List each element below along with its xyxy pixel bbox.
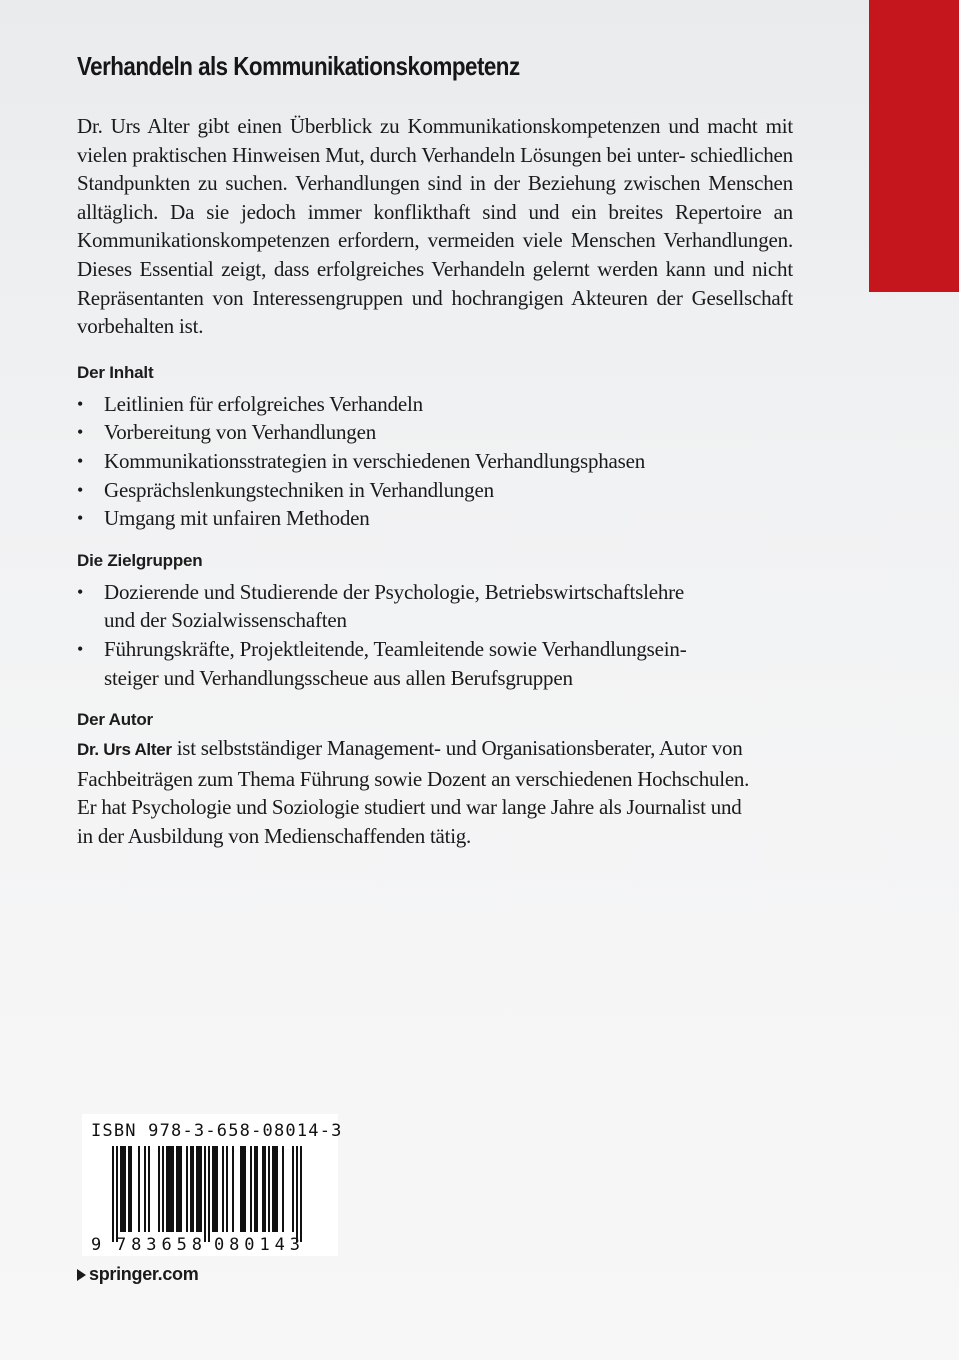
list-item: • Leitlinien für erfolgreiches Verhandeln (77, 390, 793, 419)
barcode-bar (186, 1146, 188, 1232)
bullet-icon: • (77, 479, 84, 500)
isbn-barcode (82, 1114, 343, 1256)
bullet-icon: • (77, 422, 84, 443)
intro-line: breites Repertoire an Kommunikationskompetenzen erfordern, vermeiden viele (77, 199, 793, 253)
author-bio (77, 734, 793, 850)
bullet-icon: • (77, 638, 84, 659)
author-bio-line: in der Ausbildung von Medienschaffenden tätig. (77, 823, 472, 848)
barcode-bar (116, 1146, 118, 1242)
intro-line: schiedlichen Standpunkten zu suchen. Verhandlungen sind in der Beziehung (77, 142, 793, 196)
barcode-bar (138, 1146, 140, 1232)
barcode-right-digits: 080143 (214, 1235, 300, 1255)
barcode-bar (268, 1146, 270, 1232)
list-item: • Dozierende und Studierende der Psychologie, Betriebswirtschaftslehre und der Sozialwissenschaften (77, 579, 685, 633)
barcode-bar (112, 1146, 114, 1242)
barcode-bar (292, 1146, 294, 1232)
barcode-left-digits: 783658 (116, 1235, 202, 1255)
intro-line: Dr. Urs Alter gibt einen Überblick zu Kommunikationskompetenzen und macht (77, 114, 758, 138)
bullet-icon: • (77, 508, 84, 529)
barcode-first-digit: 9 (91, 1235, 102, 1255)
book-title: Verhandeln als Kommunikationskompetenz (77, 51, 520, 81)
intro-line: hochrangigen Akteuren der Gesellschaft vorbehalten ist. (77, 285, 793, 339)
barcode-bar (158, 1146, 160, 1232)
zielgruppen-list (77, 578, 793, 692)
author-bio-line: Fachbeiträgen zum Thema Führung sowie Dozent an verschiedenen Hochschulen. (77, 766, 750, 791)
barcode-bar (272, 1146, 278, 1232)
barcode-bar (262, 1146, 266, 1232)
springer-url: springer.com (89, 1264, 199, 1284)
list-item: • Umgang mit unfairen Methoden (77, 504, 793, 533)
barcode-bar (128, 1146, 132, 1232)
intro-line: zwischen Menschen alltäglich. Da sie jedoch immer konflikthaft sind und ein (77, 171, 793, 224)
barcode-bar (240, 1146, 246, 1232)
barcode-bar (176, 1146, 182, 1232)
author-bio-line: ist selbstständiger Management- und Organisationsberater, Autor von (171, 736, 743, 761)
barcode-bar (212, 1146, 218, 1232)
list-item: • Vorbereitung von Verhandlungen (77, 418, 793, 447)
isbn-label: ISBN 978-3-658-08014-3 (91, 1121, 343, 1141)
barcode-bar (250, 1146, 252, 1232)
barcode-bar (208, 1146, 210, 1242)
barcode-bar (166, 1146, 174, 1232)
intro-line: Menschen Verhandlungen. Dieses Essential zeigt, dass erfolgreiches Verhandeln (77, 228, 793, 281)
author-name: Dr. Urs Alter (77, 740, 172, 760)
intro-line: mit vielen praktischen Hinweisen Mut, durch Verhandeln Lösungen bei unter- (77, 114, 793, 167)
bullet-icon: • (77, 581, 84, 602)
intro-paragraph (77, 112, 793, 341)
barcode-bar (232, 1146, 234, 1232)
barcode-bar (190, 1146, 194, 1232)
barcode-bar (222, 1146, 224, 1232)
barcode-bar (226, 1146, 228, 1232)
barcode-bar (162, 1146, 164, 1232)
bullet-icon: • (77, 393, 84, 414)
section-heading-inhalt: Der Inhalt (77, 362, 154, 382)
list-item: • Kommunikationsstrategien in verschiedenen Verhandlungsphasen (77, 447, 793, 476)
section-heading-zielgruppen: Die Zielgruppen (77, 550, 203, 570)
barcode-bar (282, 1146, 284, 1232)
barcode-bar (148, 1146, 150, 1232)
section-heading-autor: Der Autor (77, 710, 153, 730)
barcode-bar (254, 1146, 258, 1232)
barcode-bar (296, 1146, 298, 1242)
back-cover-text (77, 44, 793, 850)
red-accent-bar (869, 0, 959, 292)
barcode-bar (120, 1146, 126, 1232)
springer-link[interactable] (77, 1262, 198, 1286)
list-item: • Gesprächslenkungstechniken in Verhandlungen (77, 476, 793, 505)
barcode-bars (82, 1114, 338, 1256)
inhalt-list (77, 390, 793, 533)
list-item: • Führungskräfte, Projektleitende, Teamleitende sowie Verhandlungsein- steiger und Verhandlungsscheue aus allen Berufsgruppen (77, 636, 687, 690)
barcode-bar (204, 1146, 206, 1242)
barcode-bar (144, 1146, 146, 1232)
intro-line: gelernt werden kann und nicht Repräsentanten von Interessengruppen und (77, 256, 793, 310)
author-bio-line: Er hat Psychologie und Soziologie studiert und war lange Jahre als Journalist und (77, 795, 742, 820)
barcode-bar (196, 1146, 202, 1232)
bullet-icon: • (77, 450, 84, 471)
barcode-bar (300, 1146, 302, 1242)
arrow-right-icon (77, 1269, 86, 1281)
